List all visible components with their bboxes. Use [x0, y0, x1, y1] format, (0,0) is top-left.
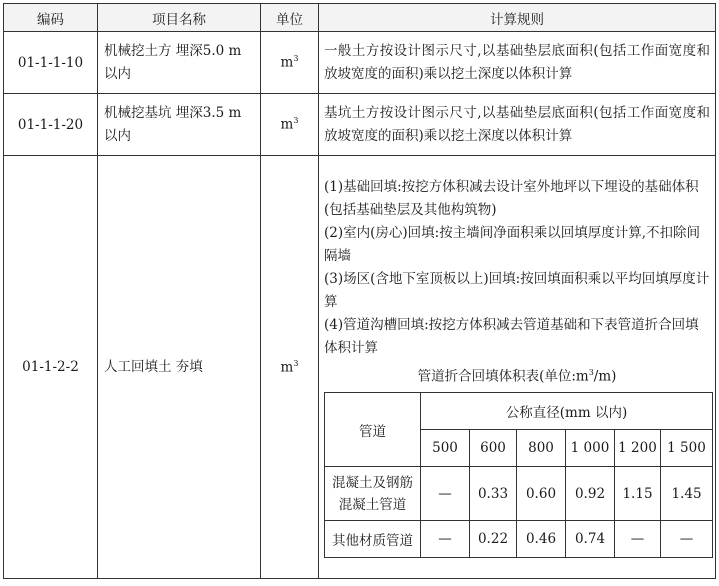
- table-row: [4, 32, 716, 94]
- diameter-value: 1 200: [615, 430, 661, 467]
- volume-value: 1.15: [615, 467, 661, 521]
- item-name: 机械挖土方 埋深5.0 m以内: [104, 42, 242, 82]
- volume-value: 0.92: [566, 467, 615, 521]
- unit-base: m: [280, 54, 294, 71]
- volume-value: 0.46: [517, 521, 566, 558]
- item-rule-cell: [319, 94, 716, 156]
- rule-item: (4)管道沟槽回填:按挖方体积减去管道基础和下表管道折合回填体积计算: [324, 316, 699, 356]
- header-rule: 计算规则: [319, 4, 716, 32]
- sub-table-row: [325, 521, 713, 558]
- quota-table: [3, 3, 716, 579]
- pipe-label-line: 混凝土管道: [338, 496, 407, 513]
- sub-table-title: [319, 361, 715, 389]
- sub-table-row: [325, 467, 713, 521]
- diameter-value: 1 000: [566, 430, 615, 467]
- pipe-header: 管道: [325, 393, 421, 467]
- unit-exponent: 3: [293, 116, 299, 126]
- diameter-header: 公称直径(mm 以内): [421, 393, 713, 430]
- item-code: 01-1-1-10: [4, 32, 98, 94]
- diameter-value: 500: [421, 430, 470, 467]
- volume-value: —: [421, 467, 470, 521]
- rule-item: (3)场区(含地下室顶板以上)回填:按回填面积乘以平均回填厚度计算: [324, 270, 710, 310]
- volume-value: 0.60: [517, 467, 566, 521]
- pipe-volume-table: [324, 392, 713, 558]
- item-unit: [261, 156, 319, 579]
- header-row: [4, 4, 716, 32]
- item-rule-cell: [319, 32, 716, 94]
- unit-exponent: 3: [293, 358, 299, 368]
- table-row: [4, 156, 716, 579]
- sub-header-row: [325, 393, 713, 430]
- sub-title-exponent: 3: [588, 367, 594, 377]
- volume-value: 0.22: [470, 521, 517, 558]
- item-rule-cell: [319, 156, 716, 579]
- sub-title-suffix: /m): [593, 368, 617, 385]
- volume-value: —: [661, 521, 713, 558]
- diameter-value: 600: [470, 430, 517, 467]
- volume-value: 0.33: [470, 467, 517, 521]
- item-unit: [261, 32, 319, 94]
- rule-item: (2)室内(房心)回填:按主墙间净面积乘以回填厚度计算,不扣除间隔墙: [324, 224, 700, 264]
- volume-value: 0.74: [566, 521, 615, 558]
- header-unit: 单位: [261, 4, 319, 32]
- item-code: 01-1-2-2: [4, 156, 98, 579]
- unit-base: m: [280, 359, 294, 376]
- item-name: 人工回填土 夯填: [104, 358, 203, 375]
- item-unit: [261, 94, 319, 156]
- item-rule: 基坑土方按设计图示尺寸,以基础垫层底面积(包括工作面宽度和放坡宽度的面积)乘以挖土深度以体积计算: [324, 104, 710, 144]
- header-code: 编码: [4, 4, 98, 32]
- item-name-cell: [98, 94, 261, 156]
- unit-exponent: 3: [293, 54, 299, 64]
- header-name: 项目名称: [98, 4, 261, 32]
- item-name-cell: [98, 32, 261, 94]
- item-name-cell: [98, 156, 261, 579]
- pipe-label-line: 混凝土及钢筋: [332, 474, 413, 491]
- volume-value: —: [615, 521, 661, 558]
- volume-value: —: [421, 521, 470, 558]
- diameter-value: 1 500: [661, 430, 713, 467]
- rule-item: (1)基础回填:按挖方体积减去设计室外地坪以下埋设的基础体积(包括基础垫层及其他构筑物): [324, 178, 699, 218]
- item-code: 01-1-1-20: [4, 94, 98, 156]
- item-rule: 一般土方按设计图示尺寸,以基础垫层底面积(包括工作面宽度和放坡宽度的面积)乘以挖土深度以体积计算: [324, 42, 710, 82]
- diameter-value: 800: [517, 430, 566, 467]
- item-name: 机械挖基坑 埋深3.5 m以内: [104, 104, 242, 144]
- table-row: [4, 94, 716, 156]
- pipe-label: 其他材质管道: [325, 521, 421, 558]
- sub-title-prefix: 管道折合回填体积表(单位:m: [417, 368, 589, 385]
- unit-base: m: [280, 116, 294, 133]
- pipe-label: [325, 467, 421, 521]
- volume-value: 1.45: [661, 467, 713, 521]
